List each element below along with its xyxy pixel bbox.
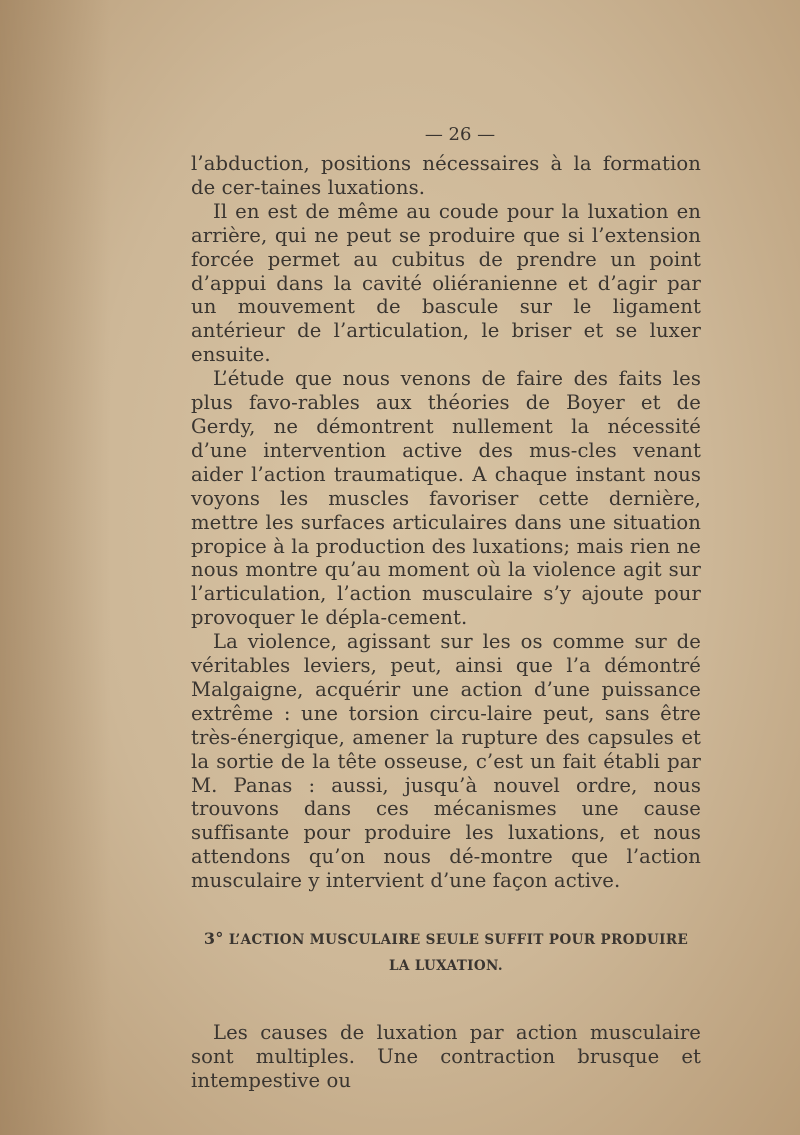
section-number: 3° [203,929,224,949]
text-block [191,124,701,1093]
page-number: — 26 — [424,124,496,145]
paragraph-causes: Les causes de luxation par action musculaire sont multiples. Une contraction brusque et intempestive ou [191,1021,701,1092]
section-title: L’ACTION MUSCULAIRE SEULE SUFFIT POUR PRODUIRE LA LUXATION. [228,932,689,975]
paragraph-study-of-facts: L’étude que nous venons de faire des faits les plus favo-rables aux théories de Boyer et de Gerdy, ne démontrent nullement la nécessité d’une intervention active des mus-cles venant aider l’action traumatique. A chaque instant nous voyons les muscles favoriser cette dernière, mettre les surfaces articulaires dans une situation propice à la production des luxations; mais rien ne nous montre qu’au moment où la violence agit sur l’articulation, l’action musculaire s’y ajoute pour provoquer le dépla-cement. [191,367,701,630]
paragraph-elbow-luxation: Il en est de même au coude pour la luxation en arrière, qui ne peut se produire que si l’extension forcée permet au cubitus de prendre un point d’appui dans la cavité oliéranienne et d’agir par un mouvement de bascule sur le ligament antérieur de l’articulation, le briser et se luxer ensuite. [191,199,701,367]
paragraph-continuation: l’abduction, positions nécessaires à la formation de cer-taines luxations. [191,152,701,199]
paragraph-violence-levers: La violence, agissant sur les os comme sur de véritables leviers, peut, ainsi que l’a démontré Malgaigne, acquérir une action d’une puissance extrême : une torsion circu-laire peut, sans être très-énergique, amener la rupture des capsules et la sortie de la tête osseuse, c’est un fait établi par M. Panas : aussi, jusqu’à nouvel ordre, nous trouvons dans ces mécanismes une cause suffisante pour produire les luxations, et nous attendons qu’on nous dé-montre que l’action musculaire y intervient d’une façon active. [191,630,701,893]
section-heading [191,926,701,979]
